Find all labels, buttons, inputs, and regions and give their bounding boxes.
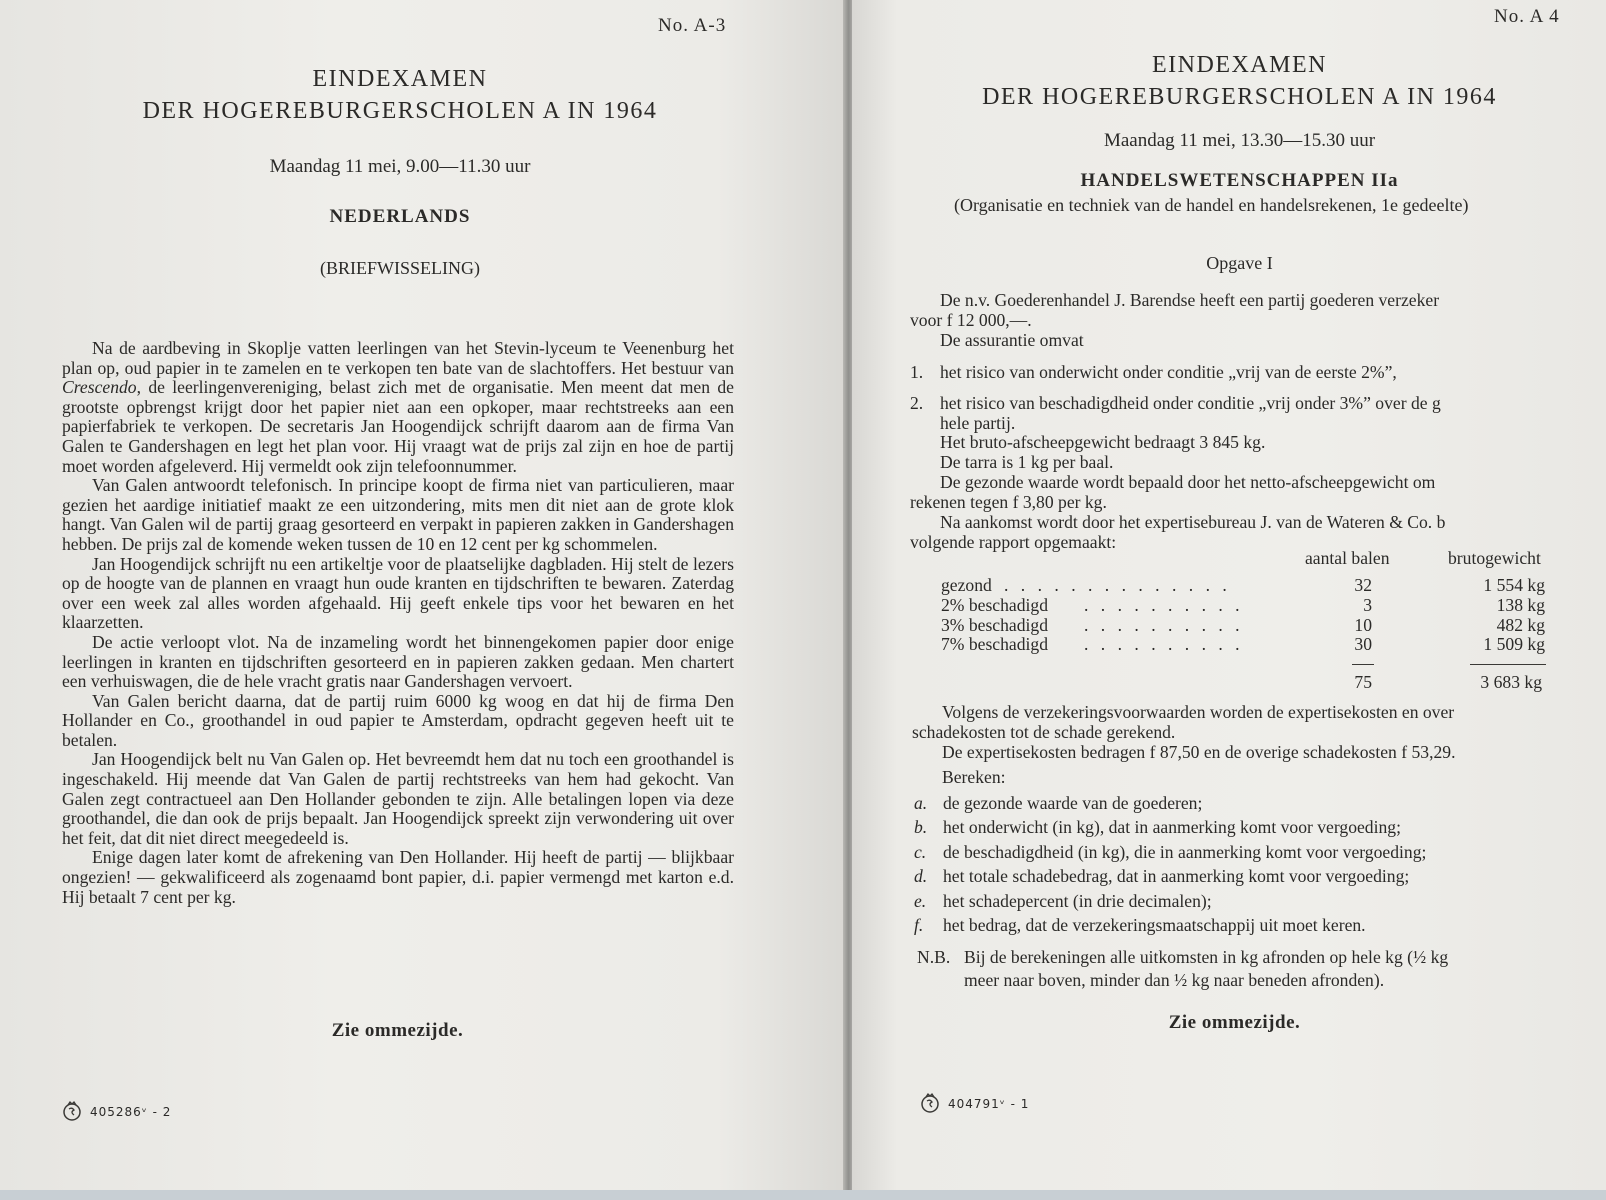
row-label: 7% beschadigd [941,634,1048,654]
text-line: De expertisekosten bedragen f 87,50 en de overige schadekosten f 53,29. [942,742,1456,762]
list-item: het risico van onderwicht onder conditie „vrij van de eerste 2%”, [940,362,1397,382]
row-label: 3% beschadigd [941,615,1048,635]
exam-title-line2: DER HOGEREBURGERSCHOLEN A IN 1964 [982,84,1497,110]
text-line: De gezonde waarde wordt bepaald door het netto-afscheepgewicht om [940,472,1436,492]
exam-subject: HANDELSWETENSCHAPPEN IIa [1080,170,1399,191]
note-label: N.B. [917,947,951,967]
text-line: rekenen tegen f 3,80 per kg. [910,492,1107,512]
letter-text [62,339,734,907]
italic-name: Crescendo [62,377,137,398]
paragraph: Van Galen antwoordt telefonisch. In principe koopt de firma niet van particulieren, maar gezien het aardige initiatief maakt ze een uitzondering, mits men dit niet aan de grote klok hangt. Van Galen wil de partij graag gesorteerd en verpakt in papieren zakken in Gandershagen hebben. De prijs zal de komende weken tussen de 10 en 12 cent per kg schommelen. [62,475,734,554]
column-header: brutogewicht [1448,548,1541,568]
row-label: 2% beschadigd [941,595,1048,615]
exam-date: Maandag 11 mei, 9.00—11.30 uur [269,156,531,177]
exam-title-line1: EINDEXAMEN [1152,52,1327,78]
sum-rule [1470,664,1546,665]
state-printing-seal-icon [62,1100,82,1125]
paragraph: Van Galen bericht daarna, dat de partij ruim 6000 kg woog en dat hij de firma Den Hollander en Co., groothandel in oud papier te Amsterdam, opdracht gegeven heeft uit te betalen. [62,690,734,750]
paragraph: De actie verloopt vlot. Na de inzameling wordt het binnengekomen papier door enige leerlingen in kranten en tijdschriften gesorteerd en in papieren zakken gedaan. Men chartert een verhuiswagen, die de hele vracht gratis naar Gandershagen vervoert. [62,631,734,692]
list-number: 1. [910,362,924,382]
text-line: Bereken: [942,767,1006,787]
turn-over-note: Zie ommezijde. [331,1020,464,1041]
question-letter: f. [914,915,924,935]
bales-value: 10 [1354,615,1372,635]
list-item-cont: hele partij. [940,413,1016,433]
text-line: Het bruto-afscheepgewicht bedraagt 3 845 kg. [940,432,1266,452]
total-weight: 3 683 kg [1480,672,1542,692]
row-dots: . . . . . . . . . . [1084,615,1244,635]
text-line: De tarra is 1 kg per baal. [940,452,1114,472]
print-code: 404791ᵛ - 1 [948,1097,1030,1111]
text-line: Na aankomst wordt door het expertisebureau J. van de Wateren & Co. b [940,512,1446,532]
intro-line: voor f 12 000,—. [910,310,1032,330]
bales-value: 32 [1354,575,1372,595]
question-letter: c. [914,842,927,862]
exam-number: No. A-3 [658,15,727,36]
intro-line: De assurantie omvat [940,330,1084,350]
row-dots: . . . . . . . . . . [1084,595,1244,615]
bales-value: 3 [1363,595,1372,615]
question-text: het bedrag, dat de verzekeringsmaatschappij uit moet keren. [943,915,1366,935]
exam-subtitle: (Organisatie en techniek van de handel en handelsrekenen, 1e gedeelte) [954,195,1469,215]
state-printing-seal-icon [920,1092,940,1117]
intro-line: De n.v. Goederenhandel J. Barendse heeft een partij goederen verzeker [940,290,1440,310]
list-number: 2. [910,393,924,413]
note-text: Bij de berekeningen alle uitkomsten in kg afronden op hele kg (½ kg [964,947,1449,967]
weight-value: 1 554 kg [1483,575,1545,595]
weight-value: 138 kg [1496,595,1545,615]
question-text: de beschadigdheid (in kg), die in aanmerking komt voor vergoeding; [943,842,1427,862]
question-text: het totale schadebedrag, dat in aanmerking komt voor vergoeding; [943,866,1410,886]
question-letter: a. [914,793,928,813]
text-line: Volgens de verzekeringsvoorwaarden worden de expertisekosten en over [942,702,1455,722]
exam-title-line2: DER HOGEREBURGERSCHOLEN A IN 1964 [142,98,658,124]
weight-value: 1 509 kg [1483,634,1545,654]
exam-title-line1: EINDEXAMEN [312,66,488,92]
paragraph: Jan Hoogendijck belt nu Van Galen op. Het bevreemdt hem dat nu toch een groothandel is ingeschakeld. Hij meende dat Van Galen de partij rechtstreeks van hem had gekocht. Van Galen zegt contractueel aan Den Hollander gebonden te zijn. Alle betalingen lopen via deze groothandel, die dan ook de prijs bepaalt. Jan Hoogendijck spreekt zijn verwondering uit over het feit, dat dit niet direct meegedeeld is. [62,749,734,848]
text-line: volgende rapport opgemaakt: [910,532,1117,552]
total-bales: 75 [1354,672,1372,692]
right-exam-page [852,0,1606,1190]
column-header: aantal balen [1305,548,1390,568]
exam-subject: NEDERLANDS [329,206,471,227]
note-text: meer naar boven, minder dan ½ kg naar beneden afronden). [964,970,1385,990]
print-code: 405286ᵛ - 2 [90,1105,172,1119]
question-text: het schadepercent (in drie decimalen); [943,891,1212,911]
exam-number: No. A 4 [1494,6,1560,27]
question-letter: b. [914,817,928,837]
list-item: het risico van beschadigdheid onder conditie „vrij onder 3%” over de g [940,393,1441,413]
sum-rule [1352,664,1374,665]
print-footer [62,1100,171,1125]
question-letter: d. [914,866,928,886]
assignment-heading: Opgave I [1206,253,1273,273]
row-dots: . . . . . . . . . . [1084,634,1244,654]
paragraph: Na de aardbeving in Skoplje vatten leerlingen van het Stevin-lyceum te Veenenburg het plan op, oud papier in te zamelen en te verkopen ten bate van de slachtoffers. Het bestuur van Crescendo, de leerlingenvereniging, belast zich met de organisatie. Men meent dat men de grootste opbrengst krijgt door het papier niet aan een opkoper, maar rechtstreeks aan een papierfabriek te verkopen. De secretaris Jan Hoogendijck schrijft daarom aan de firma Van Galen te Gandershagen en legt het plan voor. Hij vraagt wat de prijs zal zijn en hoe de partij moet worden afgeleverd. Hij vermeldt ook zijn telefoonnummer. [62,338,734,476]
row-label: gezond [941,575,992,595]
turn-over-note: Zie ommezijde. [1168,1012,1301,1033]
exam-date: Maandag 11 mei, 13.30—15.30 uur [1103,130,1376,151]
exam-subtitle: (BRIEFWISSELING) [320,258,480,278]
text-line: schadekosten tot de schade gerekend. [912,722,1176,742]
paragraph: Enige dagen later komt de afrekening van Den Hollander. Hij heeft de partij — blijkbaar ongezien! — gekwalificeerd als zogenaamd bont papier, d.i. papier vermengd met karton e.d. Hij betaalt 7 cent per kg. [62,847,734,907]
print-footer [920,1092,1029,1117]
row-dots: . . . . . . . . . . . . . . [1004,575,1231,595]
weight-value: 482 kg [1496,615,1545,635]
question-text: de gezonde waarde van de goederen; [943,793,1203,813]
paragraph: Jan Hoogendijck schrijft nu een artikeltje voor de plaatselijke dagbladen. Hij stelt de lezers op de hoogte van de plannen en vraagt hun oude kranten en tijdschriften te bewaren. Zaterdag over een week zal alles worden afgehaald. Hij geeft enkele tips voor het bewaren en het klaarzetten. [62,553,734,633]
bales-value: 30 [1354,634,1372,654]
question-letter: e. [914,891,927,911]
question-text: het onderwicht (in kg), dat in aanmerking komt voor vergoeding; [943,817,1401,837]
